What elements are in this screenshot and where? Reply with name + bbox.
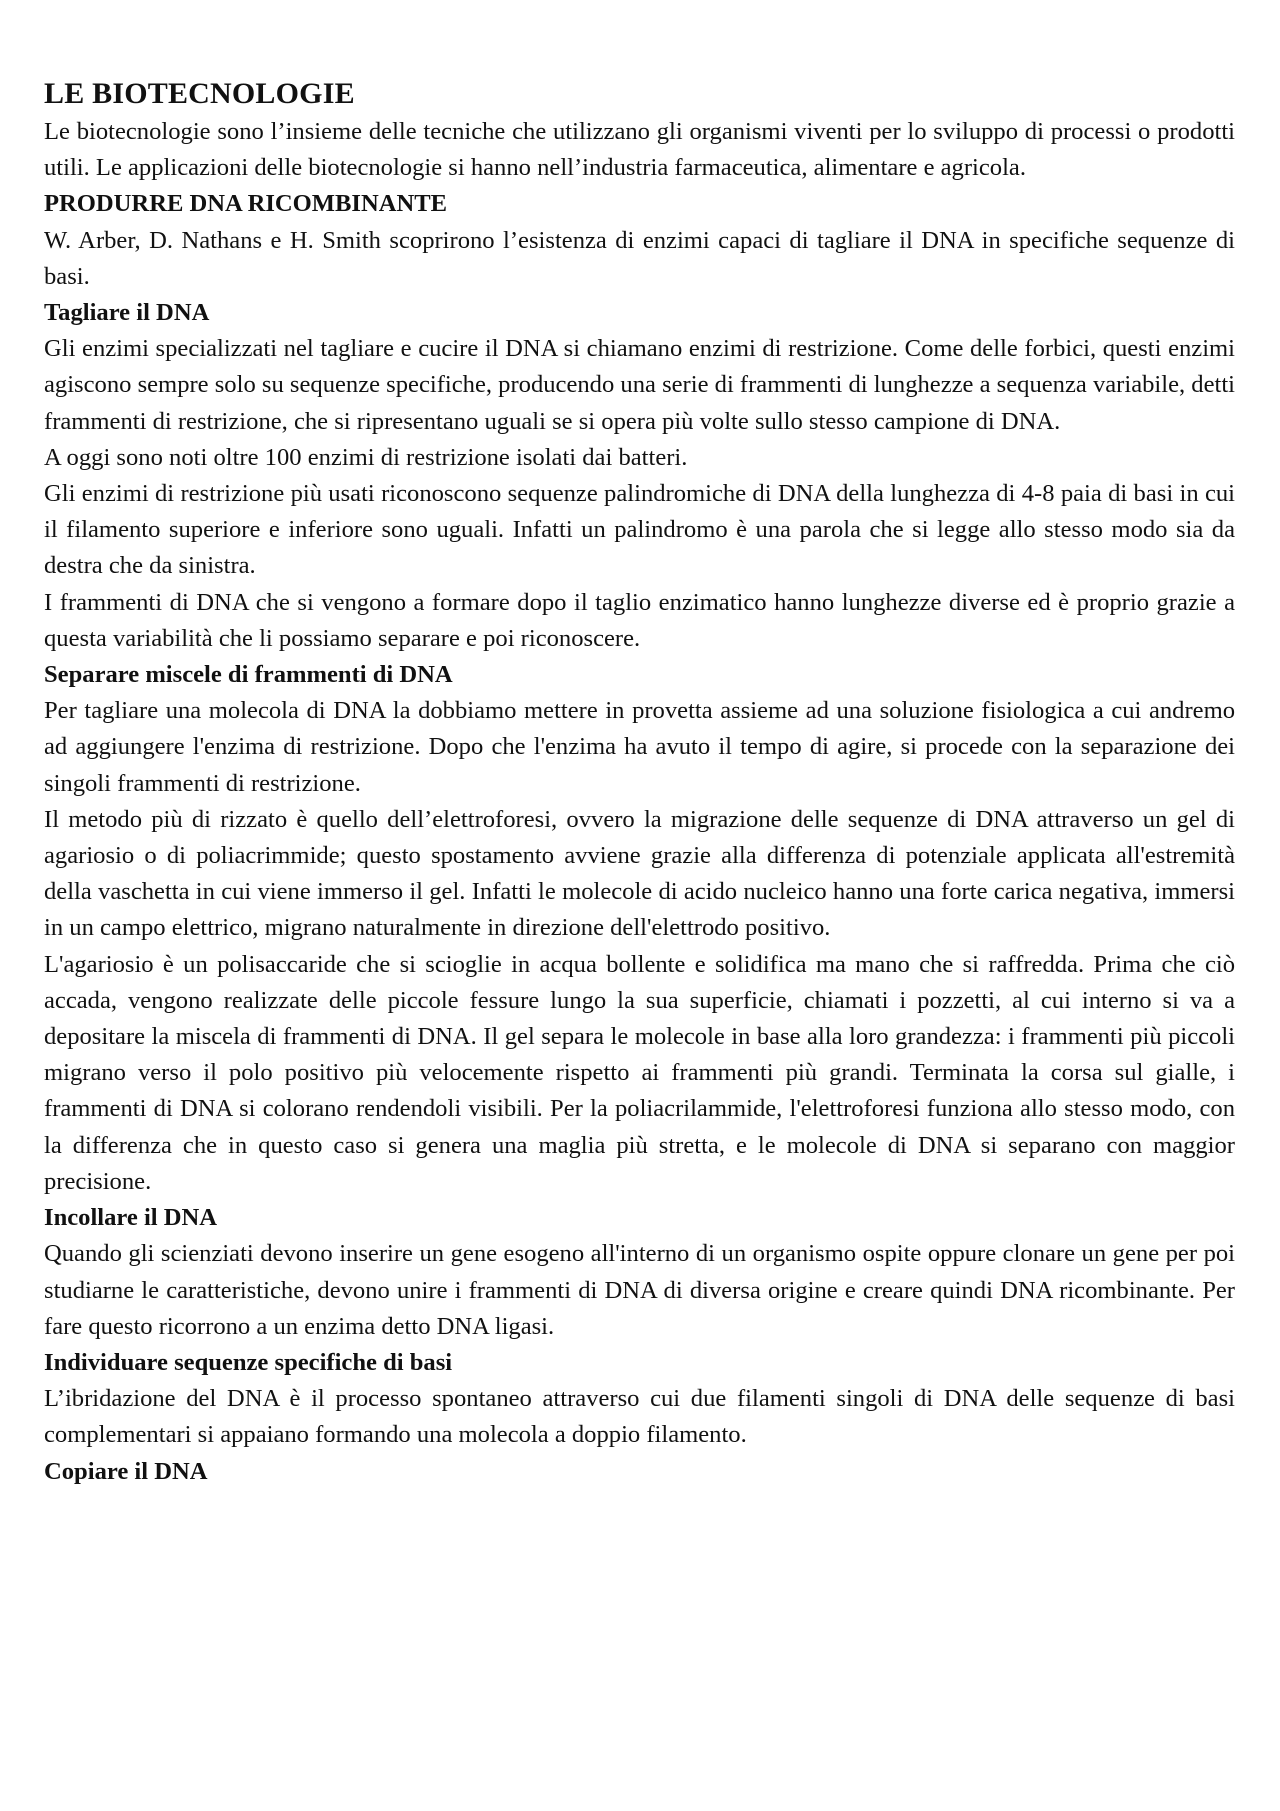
section-individuare bbox=[44, 1345, 1235, 1454]
paragraph: A oggi sono noti oltre 100 enzimi di restrizione isolati dai batteri. bbox=[44, 443, 688, 471]
section-intro bbox=[44, 114, 1235, 186]
paragraph: I frammenti di DNA che si vengono a formare dopo il taglio enzimatico hanno lunghezze diverse ed è proprio grazie a questa variabilità che li possiamo separare e poi riconoscere. bbox=[44, 588, 1235, 652]
section-heading: Separare miscele di frammenti di DNA bbox=[44, 661, 453, 689]
paragraph: L’ibridazione del DNA è il processo spontaneo attraverso cui due filamenti singoli di DNA delle sequenze di basi complementari si appaiano formando una molecola a doppio filamento. bbox=[44, 1385, 1235, 1449]
paragraph: L'agariosio è un polisaccaride che si scioglie in acqua bollente e solidifica ma mano che si raffredda. Prima che ciò accada, vengono realizzate delle piccole fessure lungo la sua superficie, chiamati i pozzetti, al cui interno si va a depositare la miscela di frammenti di DNA. Il gel separa le molecole in base alla loro grandezza: i frammenti più piccoli migrano verso il polo positivo più velocemente rispetto ai frammenti più grandi. Terminata la corsa sul gialle, i frammenti di DNA si colorano rendendoli visibili. Per la poliacrilammide, l'elettroforesi funziona allo stesso modo, con la differenza che in questo caso si genera una maglia più stretta, e le molecole di DNA si separano con maggior precisione. bbox=[44, 950, 1235, 1195]
section-heading: Individuare sequenze specifiche di basi bbox=[44, 1348, 453, 1376]
paragraph: W. Arber, D. Nathans e H. Smith scoprirono l’esistenza di enzimi capaci di tagliare il DNA in specifiche sequenze di basi. bbox=[44, 226, 1235, 290]
section-heading: Incollare il DNA bbox=[44, 1204, 218, 1232]
paragraph: Gli enzimi di restrizione più usati riconoscono sequenze palindromiche di DNA della lunghezza di 4-8 paia di basi in cui il filamento superiore e inferiore sono uguali. Infatti un palindromo è una parola che si legge allo stesso modo sia da destra che da sinistra. bbox=[44, 480, 1235, 580]
paragraph: Per tagliare una molecola di DNA la dobbiamo mettere in provetta assieme ad una soluzione fisiologica a cui andremo ad aggiungere l'enzima di restrizione. Dopo che l'enzima ha avuto il tempo di agire, si procede con la separazione dei singoli frammenti di restrizione. bbox=[44, 697, 1235, 797]
section-tagliare bbox=[44, 295, 1235, 657]
section-produrre bbox=[44, 186, 1235, 295]
paragraph: Il metodo più di rizzato è quello dell’elettroforesi, ovvero la migrazione delle sequenze di DNA attraverso un gel di agariosio o di poliacrimmide; questo spostamento avviene grazie alla differenza di potenziale applicata all'estremità della vaschetta in cui viene immerso il gel. Infatti le molecole di acido nucleico hanno una forte carica negativa, immersi in un campo elettrico, migrano naturalmente in direzione dell'elettrodo positivo. bbox=[44, 805, 1235, 942]
paragraph: Quando gli scienziati devono inserire un gene esogeno all'interno di un organismo ospite oppure clonare un gene per poi studiarne le caratteristiche, devono unire i frammenti di DNA di diversa origine e creare quindi DNA ricombinante. Per fare questo ricorrono a un enzima detto DNA ligasi. bbox=[44, 1240, 1235, 1340]
paragraph: Le biotecnologie sono l’insieme delle tecniche che utilizzano gli organismi viventi per lo sviluppo di processi o prodotti utili. Le applicazioni delle biotecnologie si hanno nell’industria farmaceutica, alimentare e agricola. bbox=[44, 118, 1235, 182]
section-heading: Copiare il DNA bbox=[44, 1457, 208, 1485]
section-incollare bbox=[44, 1200, 1235, 1345]
section-copiare bbox=[44, 1454, 1235, 1490]
paragraph: Gli enzimi specializzati nel tagliare e cucire il DNA si chiamano enzimi di restrizione. Come delle forbici, questi enzimi agiscono sempre solo su sequenze specifiche, producendo una serie di frammenti di lunghezze a sequenza variabile, detti frammenti di restrizione, che si ripresentano uguali se si opera più volte sullo stesso campione di DNA. bbox=[44, 335, 1235, 435]
section-heading: Tagliare il DNA bbox=[44, 299, 210, 327]
section-heading: PRODURRE DNA RICOMBINANTE bbox=[44, 190, 448, 218]
section-separare bbox=[44, 657, 1235, 1200]
document-page bbox=[44, 74, 1235, 1490]
page-title: LE BIOTECNOLOGIE bbox=[44, 77, 355, 110]
